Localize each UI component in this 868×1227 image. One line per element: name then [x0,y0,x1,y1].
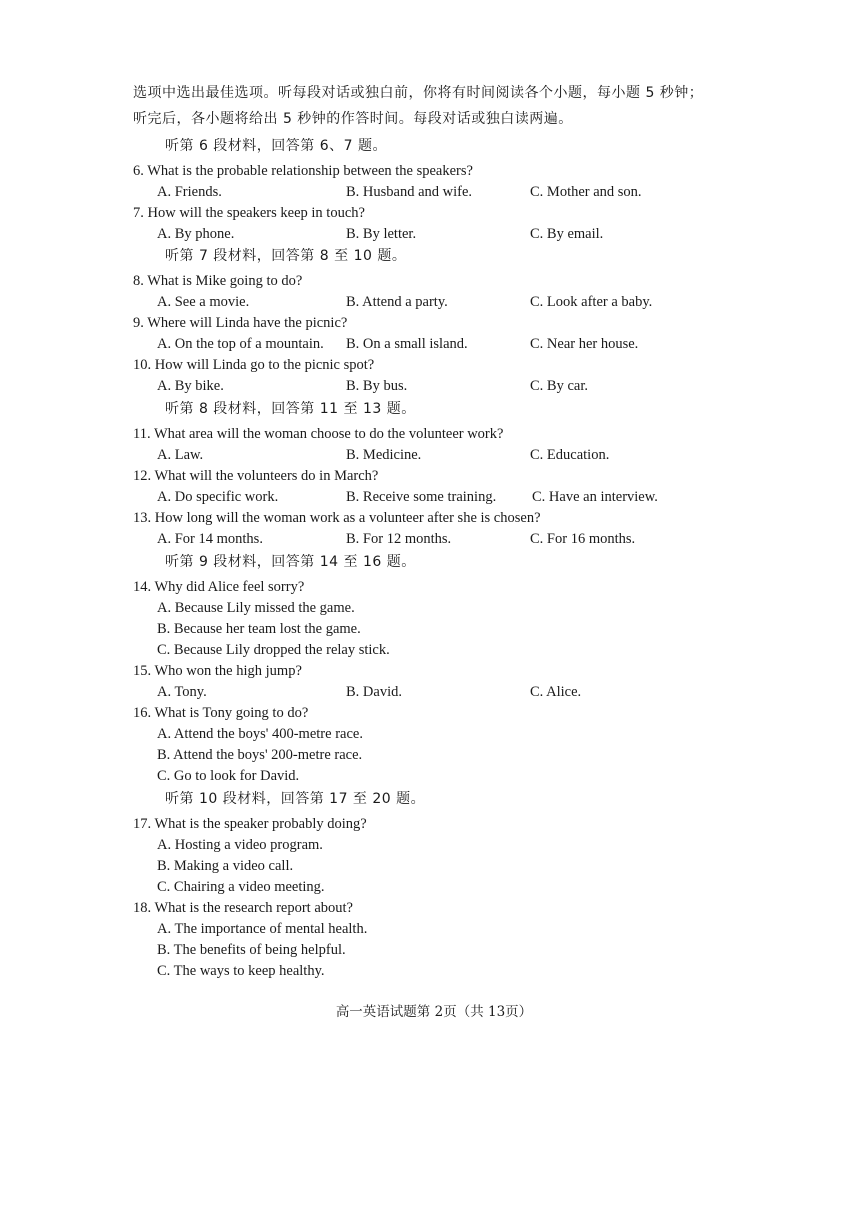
question-16-option-b: B. Attend the boys' 200-metre race. [157,747,363,763]
question-10-option-c: C. By car. [530,378,588,394]
question-12-stem: 12. What will the volunteers do in March? [133,468,379,484]
question-14-option-c: C. Because Lily dropped the relay stick. [157,642,390,658]
question-11-option-a: A. Law. [157,447,204,463]
question-17-option-b: B. Making a video call. [157,858,294,874]
question-7-option-c: C. By email. [530,226,604,242]
question-7-stem: 7. How will the speakers keep in touch? [133,205,365,221]
question-7-option-b: B. By letter. [346,226,417,242]
question-11-option-c: C. Education. [530,447,610,463]
question-10-option-a: A. By bike. [157,378,224,394]
question-18-option-c: C. The ways to keep healthy. [157,963,325,979]
intro-line-1: 选项中选出最佳选项。听每段对话或独白前，你将有时间阅读各个小题，每小题 5 秒钟； [133,85,704,101]
question-14-stem: 14. Why did Alice feel sorry? [133,579,305,595]
question-15-option-c: C. Alice. [530,684,582,700]
question-17-option-a: A. Hosting a video program. [157,837,323,853]
question-6-stem: 6. What is the probable relationship between the speakers? [133,163,473,179]
question-7-option-a: A. By phone. [157,226,235,242]
question-8-option-c: C. Look after a baby. [530,294,653,310]
question-9-stem: 9. Where will Linda have the picnic? [133,315,348,331]
question-6-option-c: C. Mother and son. [530,184,642,200]
question-9-option-b: B. On a small island. [346,336,468,352]
intro-line-2: 听完后，各小题将给出 5 秒钟的作答时间。每段对话或独白读两遍。 [133,111,573,127]
question-17-option-c: C. Chairing a video meeting. [157,879,325,895]
section-heading-9: 听第 9 段材料，回答第 14 至 16 题。 [165,554,416,570]
question-13-stem: 13. How long will the woman work as a volunteer after she is chosen? [133,510,541,526]
question-8-stem: 8. What is Mike going to do? [133,273,303,289]
question-11-stem: 11. What area will the woman choose to do the volunteer work? [133,426,504,442]
question-12-option-b: B. Receive some training. [346,489,497,505]
question-18-stem: 18. What is the research report about? [133,900,353,916]
question-13-option-a: A. For 14 months. [157,531,263,547]
question-10-stem: 10. How will Linda go to the picnic spot? [133,357,375,373]
question-13-option-c: C. For 16 months. [530,531,636,547]
question-15-option-a: A. Tony. [157,684,207,700]
question-14-option-b: B. Because her team lost the game. [157,621,361,637]
question-9-option-c: C. Near her house. [530,336,639,352]
question-12-option-a: A. Do specific work. [157,489,279,505]
question-16-option-c: C. Go to look for David. [157,768,300,784]
section-heading-7: 听第 7 段材料，回答第 8 至 10 题。 [165,248,407,264]
section-heading-8: 听第 8 段材料，回答第 11 至 13 题。 [165,401,416,417]
section-heading-6: 听第 6 段材料，回答第 6、7 题。 [165,138,388,154]
question-8-option-b: B. Attend a party. [346,294,448,310]
question-16-option-a: A. Attend the boys' 400-metre race. [157,726,363,742]
question-18-option-a: A. The importance of mental health. [157,921,368,937]
page-footer: 高一英语试题第 2页（共 13页） [335,1004,533,1020]
question-16-stem: 16. What is Tony going to do? [133,705,309,721]
question-6-option-a: A. Friends. [157,184,222,200]
question-9-option-a: A. On the top of a mountain. [157,336,324,352]
question-15-option-b: B. David. [346,684,402,700]
question-6-option-b: B. Husband and wife. [346,184,473,200]
question-13-option-b: B. For 12 months. [346,531,452,547]
question-10-option-b: B. By bus. [346,378,408,394]
question-11-option-b: B. Medicine. [346,447,422,463]
question-17-stem: 17. What is the speaker probably doing? [133,816,367,832]
question-14-option-a: A. Because Lily missed the game. [157,600,355,616]
section-heading-10: 听第 10 段材料，回答第 17 至 20 题。 [165,791,426,807]
question-12-option-c: C. Have an interview. [532,489,658,505]
question-8-option-a: A. See a movie. [157,294,250,310]
question-18-option-b: B. The benefits of being helpful. [157,942,346,958]
question-15-stem: 15. Who won the high jump? [133,663,302,679]
